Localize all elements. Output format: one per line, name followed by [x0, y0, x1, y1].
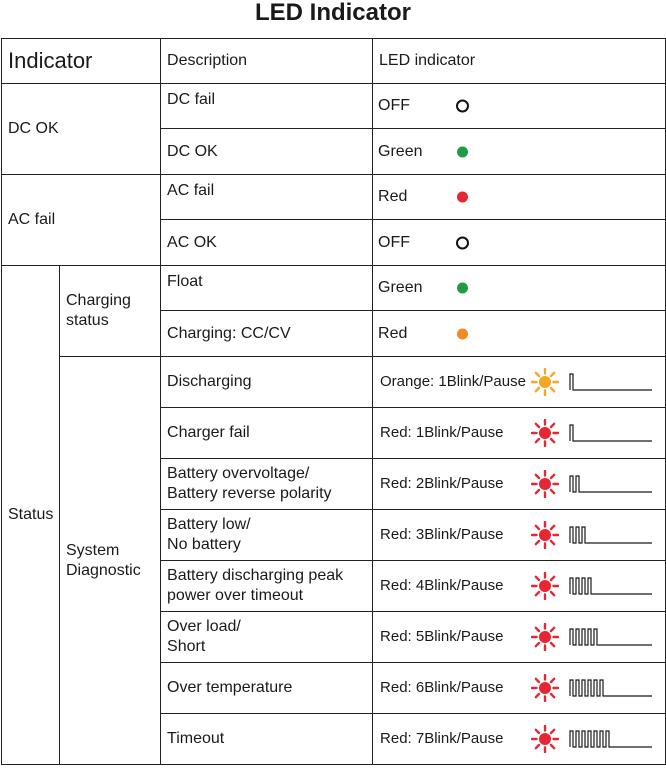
blink-waveform-icon — [569, 728, 653, 750]
row-description: DC OK — [161, 129, 373, 175]
group-system-diagnostic: System Diagnostic — [60, 357, 161, 765]
table-row — [2, 266, 666, 311]
row-description: Timeout — [161, 714, 373, 765]
row-description: Charger fail — [161, 408, 373, 459]
row-led — [373, 612, 666, 663]
row-description: Battery low/ No battery — [161, 510, 373, 561]
group-ac-fail: AC fail — [2, 175, 161, 266]
row-description: Float — [161, 266, 373, 311]
row-led — [373, 84, 666, 129]
led-state-text: Red: 1Blink/Pause — [380, 424, 504, 441]
led-state-text: Red: 4Blink/Pause — [380, 577, 504, 594]
header-indicator: Indicator — [2, 39, 161, 84]
blinking-led-icon — [531, 368, 559, 396]
row-led — [373, 311, 666, 357]
blink-waveform-icon — [569, 371, 653, 393]
row-led — [373, 714, 666, 765]
led-state-text: Green — [378, 142, 423, 160]
row-description: Discharging — [161, 357, 373, 408]
row-led — [373, 129, 666, 175]
group-dc-ok: DC OK — [2, 84, 161, 175]
led-state-text: OFF — [378, 97, 411, 114]
table-row — [2, 357, 666, 408]
row-led — [373, 220, 666, 266]
blinking-led-icon — [531, 674, 559, 702]
row-led — [373, 663, 666, 714]
row-description: Over load/ Short — [161, 612, 373, 663]
blinking-led-icon — [531, 419, 559, 447]
row-description: AC OK — [161, 220, 373, 266]
blinking-led-icon — [531, 572, 559, 600]
led-state-text: OFF — [378, 233, 411, 251]
blinking-led-icon — [531, 470, 559, 498]
led-state-text: Red: 7Blink/Pause — [380, 730, 504, 747]
row-description: Battery overvoltage/ Battery reverse polarity — [161, 459, 373, 510]
row-description: Over temperature — [161, 663, 373, 714]
led-off-ring-icon — [456, 236, 469, 249]
led-dot-icon — [457, 328, 468, 339]
led-state-text: Red — [378, 188, 408, 205]
row-led — [373, 175, 666, 220]
blink-waveform-icon — [569, 575, 653, 597]
blink-waveform-icon — [569, 524, 653, 546]
row-led — [373, 459, 666, 510]
blink-waveform-icon — [569, 677, 653, 699]
led-dot-icon — [457, 283, 468, 294]
blink-waveform-icon — [569, 473, 653, 495]
row-description: DC fail — [161, 84, 373, 129]
blinking-led-icon — [531, 725, 559, 753]
row-description: Charging: CC/CV — [161, 311, 373, 357]
group-charging-status: Charging status — [60, 266, 161, 357]
led-state-text: Red: 2Blink/Pause — [380, 475, 504, 492]
row-led — [373, 266, 666, 311]
blink-waveform-icon — [569, 422, 653, 444]
led-state-text: Green — [378, 279, 423, 296]
row-led — [373, 561, 666, 612]
led-state-text: Orange: 1Blink/Pause — [380, 373, 526, 390]
page-title: LED Indicator — [254, 0, 411, 26]
led-state-text: Red — [378, 324, 408, 342]
led-dot-icon — [457, 146, 468, 157]
header-row — [2, 39, 666, 84]
led-state-text: Red: 6Blink/Pause — [380, 679, 504, 696]
row-description: Battery discharging peak power over timeout — [161, 561, 373, 612]
row-led — [373, 408, 666, 459]
row-led — [373, 510, 666, 561]
header-led-indicator: LED indicator — [373, 39, 666, 84]
row-description: AC fail — [161, 175, 373, 220]
blink-waveform-icon — [569, 626, 653, 648]
led-off-ring-icon — [456, 100, 469, 113]
group-status: Status — [2, 266, 60, 765]
led-state-text: Red: 3Blink/Pause — [380, 526, 504, 543]
table-row — [2, 175, 666, 220]
led-dot-icon — [457, 192, 468, 203]
led-indicator-table — [1, 38, 666, 765]
table-row — [2, 84, 666, 129]
blinking-led-icon — [531, 521, 559, 549]
blinking-led-icon — [531, 623, 559, 651]
row-led — [373, 357, 666, 408]
led-state-text: Red: 5Blink/Pause — [380, 628, 504, 645]
header-description: Description — [161, 39, 373, 84]
